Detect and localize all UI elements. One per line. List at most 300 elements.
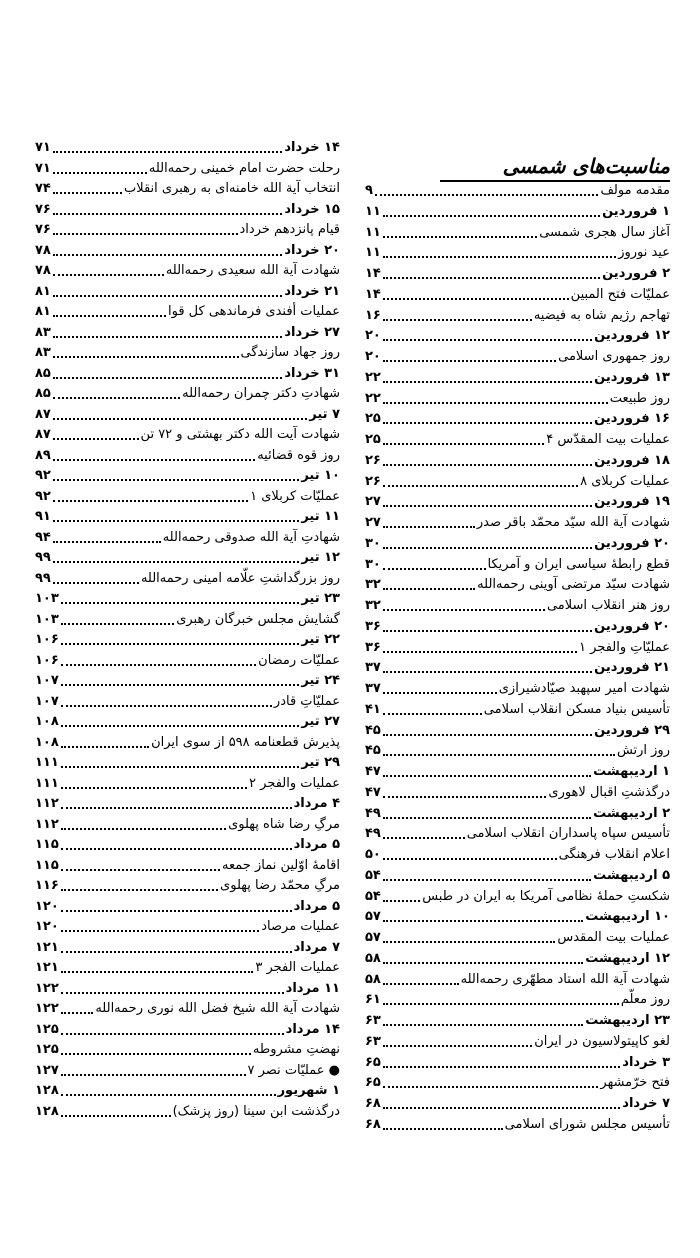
toc-leader-dots bbox=[61, 889, 218, 891]
toc-leader-dots bbox=[383, 671, 592, 673]
toc-entry bbox=[365, 555, 670, 575]
toc-entry-label: شهادتِ دکتر چمران رحمه‌الله bbox=[182, 386, 340, 401]
toc-entry bbox=[35, 589, 340, 609]
toc-page-number: ۱۱۵ bbox=[35, 837, 59, 852]
toc-entry bbox=[35, 958, 340, 978]
toc-entry bbox=[365, 970, 670, 990]
toc-leader-dots bbox=[383, 443, 544, 445]
toc-leader-dots bbox=[61, 807, 292, 809]
toc-entry-label: مرگِ محمّد رضا پهلوی bbox=[220, 878, 340, 893]
toc-leader-dots bbox=[383, 236, 537, 238]
toc-entry bbox=[35, 159, 340, 179]
toc-leader-dots bbox=[61, 725, 300, 727]
toc-page-number: ۱۲۷ bbox=[35, 1062, 59, 1078]
toc-leader-dots bbox=[61, 869, 220, 871]
toc-entry-label: شکستِ حملهٔ نظامی آمریکا به ایران در طبس bbox=[422, 888, 670, 904]
toc-entry bbox=[35, 384, 340, 404]
toc-entry-label: اعلام انقلاب فرهنگی bbox=[558, 847, 670, 862]
toc-leader-dots bbox=[61, 643, 300, 645]
toc-entry bbox=[35, 1081, 340, 1101]
toc-page-number: ۱۱۲ bbox=[35, 796, 59, 811]
toc-leader-dots bbox=[61, 705, 272, 707]
toc-entry bbox=[365, 181, 670, 201]
toc-page-number: ۳۷ bbox=[365, 660, 381, 676]
toc-entry-label: نهضتِ مشروطه bbox=[252, 1042, 340, 1057]
toc-leader-dots bbox=[61, 848, 292, 850]
toc-entry-label: روز طبیعت bbox=[609, 390, 670, 406]
toc-entry-label: آغاز سال هجری شمسی bbox=[539, 224, 670, 240]
toc-entry bbox=[365, 347, 670, 367]
toc-leader-dots bbox=[383, 1003, 619, 1005]
toc-entry-label: ۱۱ تیر bbox=[301, 509, 340, 524]
toc-entry-label: ۱۲ تیر bbox=[301, 550, 340, 565]
toc-page-number: ۳۷ bbox=[365, 681, 381, 696]
toc-entry-label: ۱۰ اردیبهشت bbox=[585, 909, 670, 925]
toc-page-number: ۸۱ bbox=[35, 283, 51, 299]
toc-page-number: ۱۲۵ bbox=[35, 1042, 59, 1057]
toc-entry-label: روز هنر انقلاب اسلامی bbox=[546, 598, 670, 613]
toc-page-number: ۱۱۱ bbox=[35, 775, 59, 791]
toc-entry-label: ۲۳ تیر bbox=[301, 591, 340, 606]
toc-page-number: ۱۱ bbox=[365, 203, 381, 219]
toc-entry-label: لغو کاپیتولاسیون در ایران bbox=[534, 1033, 670, 1049]
toc-entry-label: عملیات أفندی فرماندهی کل قوا bbox=[168, 304, 340, 319]
toc-entry-label: ۲ اردیبهشت bbox=[593, 805, 670, 821]
toc-entry-label: روز قوه قضائیه bbox=[257, 447, 340, 463]
toc-page-number: ۶۵ bbox=[365, 1054, 381, 1070]
toc-entry bbox=[35, 466, 340, 486]
toc-entry bbox=[365, 202, 670, 222]
toc-entry-label: ۵ مرداد bbox=[293, 898, 340, 914]
toc-entry-label: عید نوروز bbox=[618, 245, 670, 261]
toc-leader-dots bbox=[53, 418, 307, 420]
toc-page-number: ۱۲۱ bbox=[35, 960, 59, 975]
toc-entry bbox=[35, 876, 340, 896]
toc-page-number: ۳۶ bbox=[365, 639, 381, 655]
toc-leader-dots bbox=[383, 298, 569, 300]
toc-entry bbox=[35, 774, 340, 794]
toc-leader-dots bbox=[383, 568, 486, 570]
toc-entry bbox=[35, 753, 340, 773]
toc-entry-label: روز جهاد سازندگی bbox=[240, 345, 340, 360]
toc-page-number: ۱۰۸ bbox=[35, 734, 59, 750]
toc-page-number: ۱۲۸ bbox=[35, 1103, 59, 1119]
toc-entry bbox=[365, 783, 670, 803]
toc-entry-label: ۲۷ تیر bbox=[301, 714, 340, 729]
toc-entry bbox=[35, 528, 340, 548]
toc-entry-label: تأسیس مجلس شورای اسلامی bbox=[504, 1116, 670, 1132]
toc-leader-dots bbox=[61, 1115, 171, 1117]
toc-entry bbox=[365, 887, 670, 907]
toc-leader-dots bbox=[383, 692, 497, 694]
toc-entry-label: ۲۳ اردیبهشت bbox=[585, 1013, 670, 1028]
toc-entry bbox=[365, 285, 670, 305]
toc-page-number: ۱۶ bbox=[365, 307, 381, 323]
toc-leader-dots bbox=[383, 609, 545, 611]
toc-leader-dots bbox=[61, 910, 292, 912]
toc-entry-label: ۱۲ اردیبهشت bbox=[585, 950, 670, 966]
toc-leader-dots bbox=[383, 1045, 532, 1047]
toc-leader-dots bbox=[61, 1053, 251, 1055]
toc-leader-dots bbox=[61, 746, 149, 748]
toc-leader-dots bbox=[61, 602, 300, 604]
toc-leader-dots bbox=[383, 796, 547, 798]
toc-entry-label: تأسیس بنیاد مسکن انقلاب اسلامی bbox=[483, 701, 670, 717]
toc-page-number: ۷۶ bbox=[35, 201, 51, 217]
toc-page-number: ۲۶ bbox=[365, 452, 381, 468]
toc-leader-dots bbox=[61, 1012, 94, 1014]
toc-page-number: ۴۹ bbox=[365, 805, 381, 821]
toc-entry bbox=[35, 692, 340, 712]
toc-page-number: ۲۲ bbox=[365, 369, 381, 385]
toc-entry bbox=[35, 835, 340, 855]
toc-entry-label: مقدمه مولف bbox=[600, 183, 670, 198]
toc-entry bbox=[35, 364, 340, 384]
toc-page-number: ۹۹ bbox=[35, 570, 51, 586]
toc-entry-label: مرگِ رضا شاه پهلوی bbox=[228, 816, 340, 832]
toc-entry-label: ۱ شهریور bbox=[277, 1083, 340, 1098]
toc-leader-dots bbox=[383, 734, 592, 736]
toc-entry bbox=[35, 671, 340, 691]
toc-entry bbox=[35, 979, 340, 999]
toc-leader-dots bbox=[383, 713, 482, 715]
toc-leader-dots bbox=[383, 402, 608, 404]
toc-leader-dots bbox=[53, 192, 122, 194]
toc-page-number: ۸۹ bbox=[35, 447, 51, 463]
toc-entry bbox=[35, 733, 340, 753]
toc-page-number: ۱۲۰ bbox=[35, 898, 59, 914]
toc-page-number: ۵۰ bbox=[365, 847, 381, 862]
toc-leader-dots bbox=[53, 172, 147, 174]
toc-entry-label: عملیات مرصاد bbox=[261, 919, 340, 934]
toc-page-number: ۸۷ bbox=[35, 427, 51, 442]
toc-leader-dots bbox=[383, 464, 592, 466]
toc-entry-label: عملیّاتِ والفجر ۱ bbox=[579, 639, 670, 655]
toc-page-number: ۱۰۶ bbox=[35, 652, 59, 668]
toc-entry bbox=[35, 425, 340, 445]
toc-page-number: ۳۲ bbox=[365, 577, 381, 593]
toc-page-number: ۶۸ bbox=[365, 1096, 381, 1111]
toc-entry bbox=[365, 223, 670, 243]
toc-leader-dots bbox=[61, 664, 256, 666]
toc-entry-label: شهادت سیّد مرتضی آوینی رحمه‌الله bbox=[477, 577, 670, 593]
toc-page-number: ۱۱۵ bbox=[35, 857, 59, 873]
toc-entry-label: روز ارتش bbox=[616, 743, 670, 759]
toc-entry bbox=[35, 794, 340, 814]
toc-page-number: ۹۲ bbox=[35, 468, 51, 483]
toc-entry-label: عملیّات فتح المبین bbox=[570, 286, 670, 302]
toc-entry bbox=[35, 856, 340, 876]
toc-entry-label: ۲۱ فروردین bbox=[594, 660, 670, 676]
toc-page-number: ۷۶ bbox=[35, 222, 51, 237]
toc-leader-dots bbox=[61, 623, 174, 625]
toc-leader-dots bbox=[61, 951, 292, 953]
toc-entry bbox=[365, 700, 670, 720]
toc-entry-label: اقامهٔ اوّلین نماز جمعه bbox=[222, 857, 340, 873]
toc-entry bbox=[35, 138, 340, 158]
toc-entry bbox=[365, 534, 670, 554]
toc-page-number: ۱۱ bbox=[365, 245, 381, 261]
toc-entry-label: ۱ اردیبهشت bbox=[593, 764, 670, 779]
toc-entry bbox=[35, 1102, 340, 1122]
toc-leader-dots bbox=[383, 941, 555, 943]
toc-page-number: ۴۹ bbox=[365, 826, 381, 842]
toc-leader-dots bbox=[53, 459, 255, 461]
toc-leader-dots bbox=[383, 1024, 583, 1026]
toc-page-number: ۸۳ bbox=[35, 324, 51, 340]
toc-entry-label: شهادت آیة الله سعیدی رحمه‌الله bbox=[165, 263, 340, 278]
toc-page-number: ۷۱ bbox=[35, 160, 51, 176]
toc-entry-label: ۱ فروردین bbox=[602, 203, 670, 219]
toc-entry bbox=[365, 617, 670, 637]
toc-entry bbox=[35, 1061, 340, 1081]
toc-leader-dots bbox=[383, 837, 465, 839]
toc-entry-label: ۵ مرداد bbox=[293, 837, 340, 852]
toc-leader-dots bbox=[53, 254, 282, 256]
toc-leader-dots bbox=[53, 274, 164, 276]
toc-entry-label: پذیرش قطعنامه ۵۹۸ از سوی ایران bbox=[151, 734, 340, 750]
toc-entry bbox=[365, 243, 670, 263]
toc-page-number: ۱۴ bbox=[365, 286, 381, 302]
toc-entry-label: ۲۱ خرداد bbox=[284, 283, 340, 299]
toc-page-number: ۱۲۸ bbox=[35, 1083, 59, 1098]
toc-entry bbox=[35, 999, 340, 1019]
toc-leader-dots bbox=[53, 151, 282, 153]
toc-entry bbox=[35, 1040, 340, 1060]
toc-entry bbox=[35, 712, 340, 732]
toc-entry-label: شهادتِ آیة الله صدوقی رحمه‌الله bbox=[162, 529, 340, 545]
toc-entry-label: عملیّات رمضان bbox=[258, 652, 340, 668]
toc-page-number: ۸۳ bbox=[35, 345, 51, 360]
toc-entry bbox=[35, 630, 340, 650]
toc-leader-dots bbox=[383, 1107, 620, 1109]
toc-page-number: ۶۳ bbox=[365, 1033, 381, 1049]
toc-leader-dots bbox=[53, 479, 299, 481]
toc-page-number: ۹۴ bbox=[35, 529, 51, 545]
toc-entry-label: ۱۲ فروردین bbox=[594, 328, 670, 344]
toc-page-number: ۳۲ bbox=[365, 598, 381, 613]
toc-entry bbox=[35, 220, 340, 240]
toc-page-number: ۵۴ bbox=[365, 867, 381, 883]
toc-page-number: ۷۴ bbox=[35, 181, 51, 196]
toc-entry bbox=[35, 261, 340, 281]
toc-entry bbox=[35, 507, 340, 527]
toc-page-number: ۸۵ bbox=[35, 365, 51, 381]
toc-entry-label: درگذشتِ اقبال لاهوری bbox=[548, 784, 670, 800]
toc-entry bbox=[35, 569, 340, 589]
toc-leader-dots bbox=[53, 233, 238, 235]
toc-entry-label: ۱۰ تیر bbox=[301, 468, 340, 483]
toc-entry bbox=[365, 741, 670, 761]
toc-page-number: ۱۰۶ bbox=[35, 632, 59, 647]
toc-leader-dots bbox=[383, 526, 475, 528]
toc-entry bbox=[365, 596, 670, 616]
toc-entry bbox=[35, 446, 340, 466]
toc-entry-label: شهادت آیت الله دکتر بهشتی و ۷۲ تن bbox=[140, 427, 340, 442]
toc-entry bbox=[365, 949, 670, 969]
toc-page-number: ۹۲ bbox=[35, 488, 51, 504]
toc-entry-label: عملیات الفجر ۳ bbox=[255, 960, 340, 975]
toc-entry-label: ۲۷ خرداد bbox=[284, 324, 340, 340]
toc-entry-label: شهادت امیر سپهبد صیّادشیرازی bbox=[498, 681, 670, 696]
toc-page-number: ۳۰ bbox=[365, 556, 381, 572]
toc-page-number: ۴۱ bbox=[365, 701, 381, 717]
toc-entry bbox=[365, 804, 670, 824]
toc-entry-label: ۱۵ خرداد bbox=[284, 201, 340, 217]
toc-entry bbox=[35, 343, 340, 363]
toc-leader-dots bbox=[383, 256, 616, 258]
toc-entry-label: ۳۱ خرداد bbox=[284, 365, 340, 381]
toc-entry bbox=[365, 306, 670, 326]
toc-entry-label: رحلت حضرت امام خمینی رحمه‌الله bbox=[148, 160, 340, 176]
toc-entry-label: ۵ اردیبهشت bbox=[593, 867, 670, 883]
toc-leader-dots bbox=[61, 992, 284, 994]
toc-leader-dots bbox=[53, 397, 180, 399]
toc-page-number: ۱۲۰ bbox=[35, 919, 59, 934]
toc-entry bbox=[365, 990, 670, 1010]
toc-leader-dots bbox=[61, 971, 254, 973]
toc-page-number: ۹ bbox=[365, 183, 373, 198]
toc-leader-dots bbox=[383, 817, 591, 819]
toc-leader-dots bbox=[53, 315, 166, 317]
toc-entry bbox=[35, 1020, 340, 1040]
toc-entry-label: انتخاب آیة الله خامنه‌ای به رهبری انقلاب bbox=[123, 181, 340, 196]
toc-leader-dots bbox=[383, 339, 592, 341]
toc-page-number: ۳۰ bbox=[365, 535, 381, 551]
toc-page-number: ۶۱ bbox=[365, 992, 381, 1008]
toc-page-number: ۶۳ bbox=[365, 1013, 381, 1028]
toc-page-number: ۵۴ bbox=[365, 888, 381, 904]
toc-entry bbox=[365, 638, 670, 658]
toc-entry-label: عملیّات کربلای ۱ bbox=[250, 488, 340, 504]
toc-leader-dots bbox=[53, 336, 282, 338]
toc-entry bbox=[365, 721, 670, 741]
toc-entry bbox=[35, 917, 340, 937]
toc-leader-dots bbox=[383, 1128, 503, 1130]
toc-page-number: ۳۶ bbox=[365, 618, 381, 634]
toc-entry bbox=[365, 1032, 670, 1052]
toc-entry-label: عملیّاتِ قادر bbox=[273, 693, 340, 709]
toc-page-number: ۱۲۱ bbox=[35, 939, 59, 955]
toc-leader-dots bbox=[53, 377, 282, 379]
toc-entry bbox=[365, 575, 670, 595]
toc-entry bbox=[365, 451, 670, 471]
toc-entry bbox=[365, 326, 670, 346]
toc-page-number: ۱۱۶ bbox=[35, 878, 59, 893]
toc-entry-label: تأسیس سپاه پاسداران انقلاب اسلامی bbox=[466, 826, 670, 842]
toc-entry bbox=[35, 651, 340, 671]
toc-leader-dots bbox=[61, 1074, 246, 1076]
toc-leader-dots bbox=[53, 213, 282, 215]
toc-entry-label: عملیات بیت المقدّس ۴ bbox=[546, 432, 670, 447]
toc-leader-dots bbox=[61, 1094, 276, 1096]
toc-page-number: ۱۴ bbox=[365, 266, 381, 281]
toc-entry bbox=[365, 845, 670, 865]
toc-entry-label: عملیات کربلای ۸ bbox=[580, 473, 670, 489]
toc-entry bbox=[365, 907, 670, 927]
toc-page-number: ۴۵ bbox=[365, 743, 381, 759]
toc-page-number: ۶۵ bbox=[365, 1075, 381, 1091]
toc-leader-dots bbox=[383, 651, 577, 653]
toc-page-number: ۹۹ bbox=[35, 550, 51, 565]
toc-page-number: ۲۷ bbox=[365, 515, 381, 530]
toc-entry bbox=[365, 1011, 670, 1031]
toc-page-number: ۱۰۷ bbox=[35, 693, 59, 709]
toc-leader-dots bbox=[383, 547, 592, 549]
toc-entry-label: ۲۰ فروردین bbox=[594, 535, 670, 551]
toc-entry bbox=[35, 897, 340, 917]
toc-leader-dots bbox=[53, 295, 282, 297]
toc-page-number: ۸۵ bbox=[35, 386, 51, 401]
toc-leader-dots bbox=[53, 582, 139, 584]
toc-entry-label: فتح خرّمشهر bbox=[600, 1075, 670, 1091]
toc-page-number: ۲۵ bbox=[365, 411, 381, 427]
toc-entry-label: شهادت آیة الله استاد مطهّری رحمه‌الله bbox=[460, 971, 670, 987]
toc-leader-dots bbox=[53, 438, 139, 440]
toc-entry bbox=[35, 323, 340, 343]
toc-entry-label: ۲۹ تیر bbox=[301, 755, 340, 770]
toc-page-number: ۲۰ bbox=[365, 328, 381, 344]
toc-page-number: ۴۷ bbox=[365, 784, 381, 800]
toc-entry-label: روز معلّم bbox=[620, 992, 670, 1008]
toc-page-number: ۲۷ bbox=[365, 494, 381, 510]
toc-entry-label: ۷ مرداد bbox=[293, 939, 340, 955]
toc-entry-label: شهادت آیة الله سیّد محمّد باقر صدر bbox=[476, 515, 670, 530]
toc-page-number: ۴۷ bbox=[365, 764, 381, 779]
toc-leader-dots bbox=[53, 356, 239, 358]
toc-entry bbox=[365, 866, 670, 886]
toc-leader-dots bbox=[383, 1066, 620, 1068]
toc-page-number: ۱۱ bbox=[365, 224, 381, 240]
toc-entry bbox=[365, 658, 670, 678]
toc-entry bbox=[35, 938, 340, 958]
toc-page-number: ۲۲ bbox=[365, 390, 381, 406]
toc-entry-label: ۳ خرداد bbox=[622, 1054, 670, 1070]
toc-entry bbox=[35, 282, 340, 302]
toc-leader-dots bbox=[383, 505, 592, 507]
toc-leader-dots bbox=[383, 962, 583, 964]
toc-page-number: ۷۸ bbox=[35, 242, 51, 258]
toc-entry-label: ۲۹ فروردین bbox=[594, 722, 670, 738]
toc-leader-dots bbox=[383, 319, 532, 321]
toc-entry bbox=[365, 264, 670, 284]
toc-page-number: ۹۱ bbox=[35, 509, 51, 524]
toc-leader-dots bbox=[383, 381, 592, 383]
toc-entry bbox=[365, 1053, 670, 1073]
toc-entry-label: شهادت آیة الله شیخ فضل الله نوری رحمه‌الله bbox=[95, 1001, 340, 1016]
toc-page-number: ۱۲۲ bbox=[35, 1001, 59, 1016]
toc-leader-dots bbox=[53, 500, 248, 502]
toc-entry-label: ۲ فروردین bbox=[602, 266, 670, 281]
toc-entry-label: ۱۶ فروردین bbox=[594, 411, 670, 427]
toc-entry bbox=[35, 487, 340, 507]
toc-entry-label: ۲۰ خرداد bbox=[284, 242, 340, 258]
toc-entry-label: روز بزرگداشتِ علّامه امینی رحمه‌الله bbox=[140, 570, 340, 586]
toc-leader-dots bbox=[375, 194, 599, 196]
toc-entry bbox=[35, 610, 340, 630]
toc-entry-label: عملیات والفجر ۲ bbox=[249, 775, 340, 791]
toc-page-number: ۵۷ bbox=[365, 909, 381, 925]
toc-entry bbox=[35, 302, 340, 322]
toc-entry-label: ۷ تیر bbox=[309, 406, 340, 422]
toc-page-number: ۱۰۳ bbox=[35, 611, 59, 627]
toc-entry-label: ۲۰ فروردین bbox=[594, 618, 670, 634]
toc-page-number: ۲۰ bbox=[365, 349, 381, 364]
toc-leader-dots bbox=[383, 422, 592, 424]
toc-entry-label: ۱۳ فروردین bbox=[594, 369, 670, 385]
toc-entry-label: قیام پانزدهم خرداد bbox=[239, 222, 340, 237]
toc-entry-label: ۱۹ فروردین bbox=[594, 494, 670, 510]
